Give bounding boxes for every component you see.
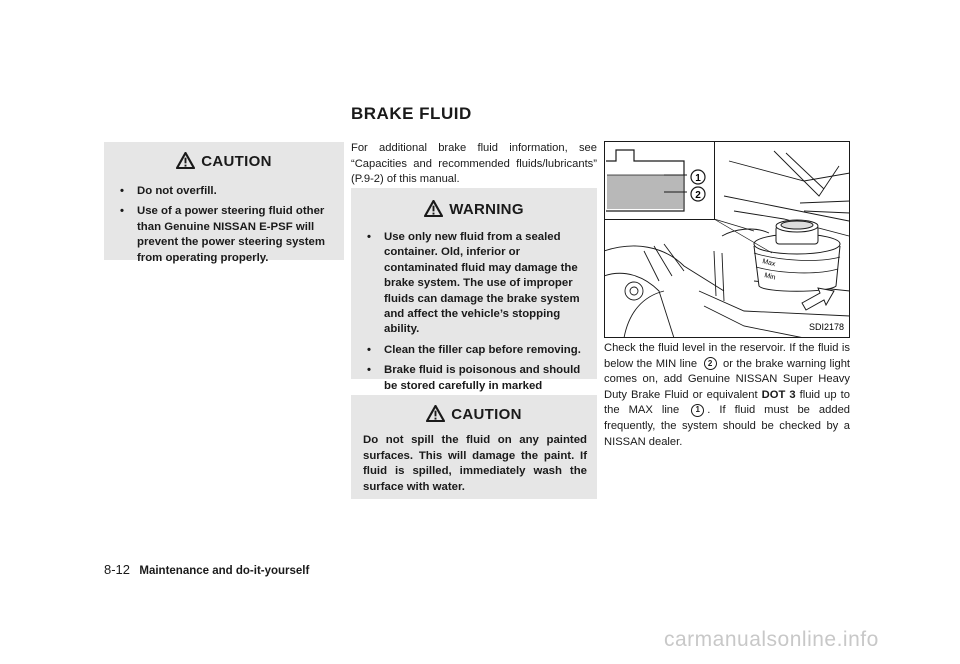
left-caution-list [112,184,334,266]
middle-caution-box [351,395,597,499]
chapter-title: Maintenance and do-it-yourself [139,565,310,577]
list-item: • Use only new fluid from a sealed container. Old, inferior or contaminated fluid may damage the brake system. The use of improper fluids can damage the brake system and affect the vehicle’s stopping ability. [359,230,588,338]
left-caution-title-row [104,152,344,170]
figure-code: SDI2178 [808,322,844,332]
brake-fluid-instructions [604,341,850,450]
instr-part-4: . If fluid must be added frequently, the system should be checked by a NISSAN dealer. [604,404,851,448]
middle-caution-text: Do not spill the fluid on any painted surfaces. This will damage the paint. If fluid is spilled, immediately wash the surface with water. [363,434,587,493]
list-item: • Use of a power steering fluid other than Genuine NISSAN E-PSF will prevent the power steering system from operating properly. [112,204,334,266]
warning-title: WARNING [449,201,524,218]
middle-caution-title-row [351,405,597,423]
fluid-level-inset [605,142,715,220]
callout-2: 2 [695,190,701,201]
callout-2-ref: 2 [704,357,717,370]
section-heading: BRAKE FLUID [351,104,472,123]
brake-reservoir-illustration [604,141,850,338]
watermark: carmanualsonline.info [664,628,879,651]
min-label: Min [763,272,777,282]
warning-box [351,188,597,392]
brake-reservoir-figure [604,141,850,338]
instr-part-3: fluid up to the MAX line [604,388,850,417]
page-footer [104,562,309,577]
brake-fluid-intro: For additional brake fluid information, see “Capacities and recommended fluids/lubricants” (P.9-2) of this manual. [351,142,597,186]
instr-part-1: Check the fluid level in the reservoir. If the fluid is below the MIN line [604,342,850,370]
list-item: • Clean the filler cap before removing. [359,343,588,358]
warning-triangle-icon [424,200,443,217]
max-label: Max [761,258,777,269]
left-caution-title: CAUTION [201,153,272,170]
instr-part-2: or the brake warning light comes on, add Genuine NISSAN Super Heavy Duty Brake Fluid or equivalent [604,357,851,401]
callout-1-ref: 1 [691,404,704,417]
left-caution-box [104,142,344,264]
list-item: • Brake fluid is poisonous and should be stored carefully in marked [359,363,588,425]
warning-title-row [351,200,597,218]
callout-1: 1 [695,173,701,184]
warning-triangle-icon [426,405,445,422]
dot-rating: DOT 3 [761,388,796,401]
list-item: • Do not overfill. [112,184,334,199]
middle-caution-title: CAUTION [451,406,522,423]
page-number: 8-12 [104,562,131,577]
warning-triangle-icon [176,152,195,169]
